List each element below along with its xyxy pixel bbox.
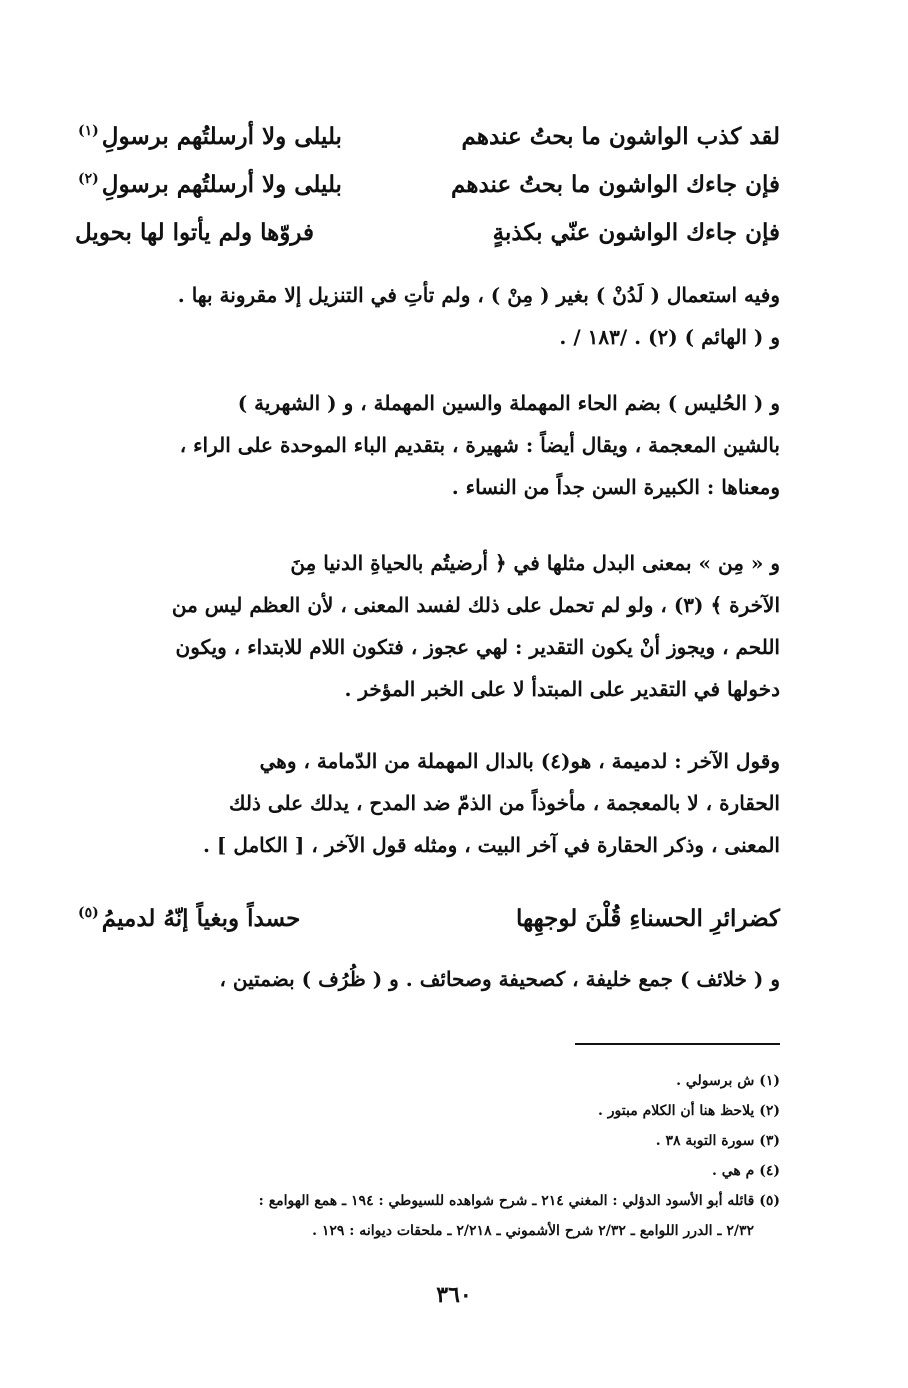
text-line: اللحم ، ويجوز أنْ يكون التقدير : لهي عجوز ، فتكون اللام للابتداء ، ويكون [175, 635, 780, 659]
verse-hemistich-second-wrap [75, 905, 300, 932]
paragraph-hulais [75, 382, 780, 508]
verse-hemistich-second: حسداً وبغياً إنّهُ لدميمُ [101, 904, 301, 932]
verse-1 [75, 114, 780, 158]
footnote: (٥) قائله أبو الأسود الدؤلي : المغني ٢١٤ ـ شرح شواهده للسيوطي : ١٩٤ ـ همع الهوامع : [258, 1193, 780, 1209]
text-line: الآخرة ﴾ (٣) ، ولو لم تحمل على ذلك لفسد المعنى ، لأن العظم ليس من [171, 593, 780, 617]
verse-hemistich-first: لقد كذب الواشون ما بحتُ عندهم [461, 122, 780, 150]
text-line: و ( خلائف ) جمع خليفة ، كصحيفة وصحائف . و ( ظُرُف ) بضمتين ، [219, 967, 780, 991]
text-line: دخولها في التقدير على المبتدأ لا على الخبر المؤخر . [344, 677, 780, 701]
footnote: (١) ش برسولي . [676, 1073, 780, 1089]
paragraph-min-badal [75, 542, 780, 710]
verse-hemistich-second-wrap [75, 171, 342, 198]
page-number: ٣٦٠ [436, 1282, 472, 1308]
footnote-ref: (٥) [78, 904, 99, 921]
footnotes [75, 1066, 780, 1246]
text-line: المعنى ، وذكر الحقارة في آخر البيت ، ومثله قول الآخر ، [ الكامل ] . [202, 833, 780, 857]
footnote: (٢) يلاحظ هنا أن الكلام مبتور . [598, 1103, 780, 1119]
paragraph-khalaif [75, 958, 780, 1000]
verse-hemistich-first: فإن جاءك الواشون ما بحتُ عندهم [451, 170, 780, 198]
text-line: و ( الهائم ) (٢) . /١٨٣ / . [559, 325, 780, 349]
text-line: و « مِن » بمعنى البدل مثلها في ﴿ أرضيتُم بالحياةِ الدنيا مِنَ [290, 551, 780, 575]
verse-hemistich-first: فإن جاءك الواشون عنّي بكذبةٍ [492, 218, 780, 246]
footnote-ref: (١) [78, 122, 99, 139]
text-line: ومعناها : الكبيرة السن جداً من النساء . [451, 475, 780, 499]
verse-4 [75, 896, 780, 940]
text-line: و ( الحُليس ) بضم الحاء المهملة والسين المهملة ، و ( الشهرية ) [237, 391, 780, 415]
paragraph-ladun [75, 274, 780, 358]
text-line: الحقارة ، لا بالمعجمة ، مأخوذاً من الذمّ ضد المدح ، يدلك على ذلك [229, 791, 780, 815]
verse-hemistich-second-wrap [75, 123, 342, 150]
verse-hemistich-second: بليلى ولا أرسلتُهم برسولِ [101, 122, 342, 150]
footnote-continuation: ٢/٣٢ ـ الدرر اللوامع ـ ٢/٣٢ شرح الأشموني ـ ٢/٢١٨ ـ ملحقات ديوانه : ١٢٩ . [312, 1223, 754, 1239]
footnote: (٤) م هي . [712, 1163, 780, 1179]
verse-3 [75, 210, 780, 254]
text-line: وقول الآخر : لدميمة ، هو(٤) بالدال المهملة من الدّمامة ، وهي [259, 749, 780, 773]
paragraph-damima [75, 740, 780, 866]
footnote-separator [575, 1043, 780, 1045]
verse-hemistich-first: كضرائرِ الحسناءِ قُلْنَ لوجهِها [515, 904, 780, 932]
text-line: وفيه استعمال ( لَدُنْ ) بغير ( مِنْ ) ، ولم تأتِ في التنزيل إلا مقرونة بها . [177, 283, 780, 307]
verse-2 [75, 162, 780, 206]
verse-hemistich-second: فروّها ولم يأتوا لها بحويل [75, 218, 315, 246]
footnote: (٣) سورة التوبة ٣٨ . [655, 1133, 780, 1149]
text-line: بالشين المعجمة ، ويقال أيضاً : شهيرة ، بتقديم الباء الموحدة على الراء ، [179, 433, 780, 457]
footnote-ref: (٢) [78, 170, 99, 187]
verse-hemistich-second: بليلى ولا أرسلتُهم برسولِ [101, 170, 342, 198]
